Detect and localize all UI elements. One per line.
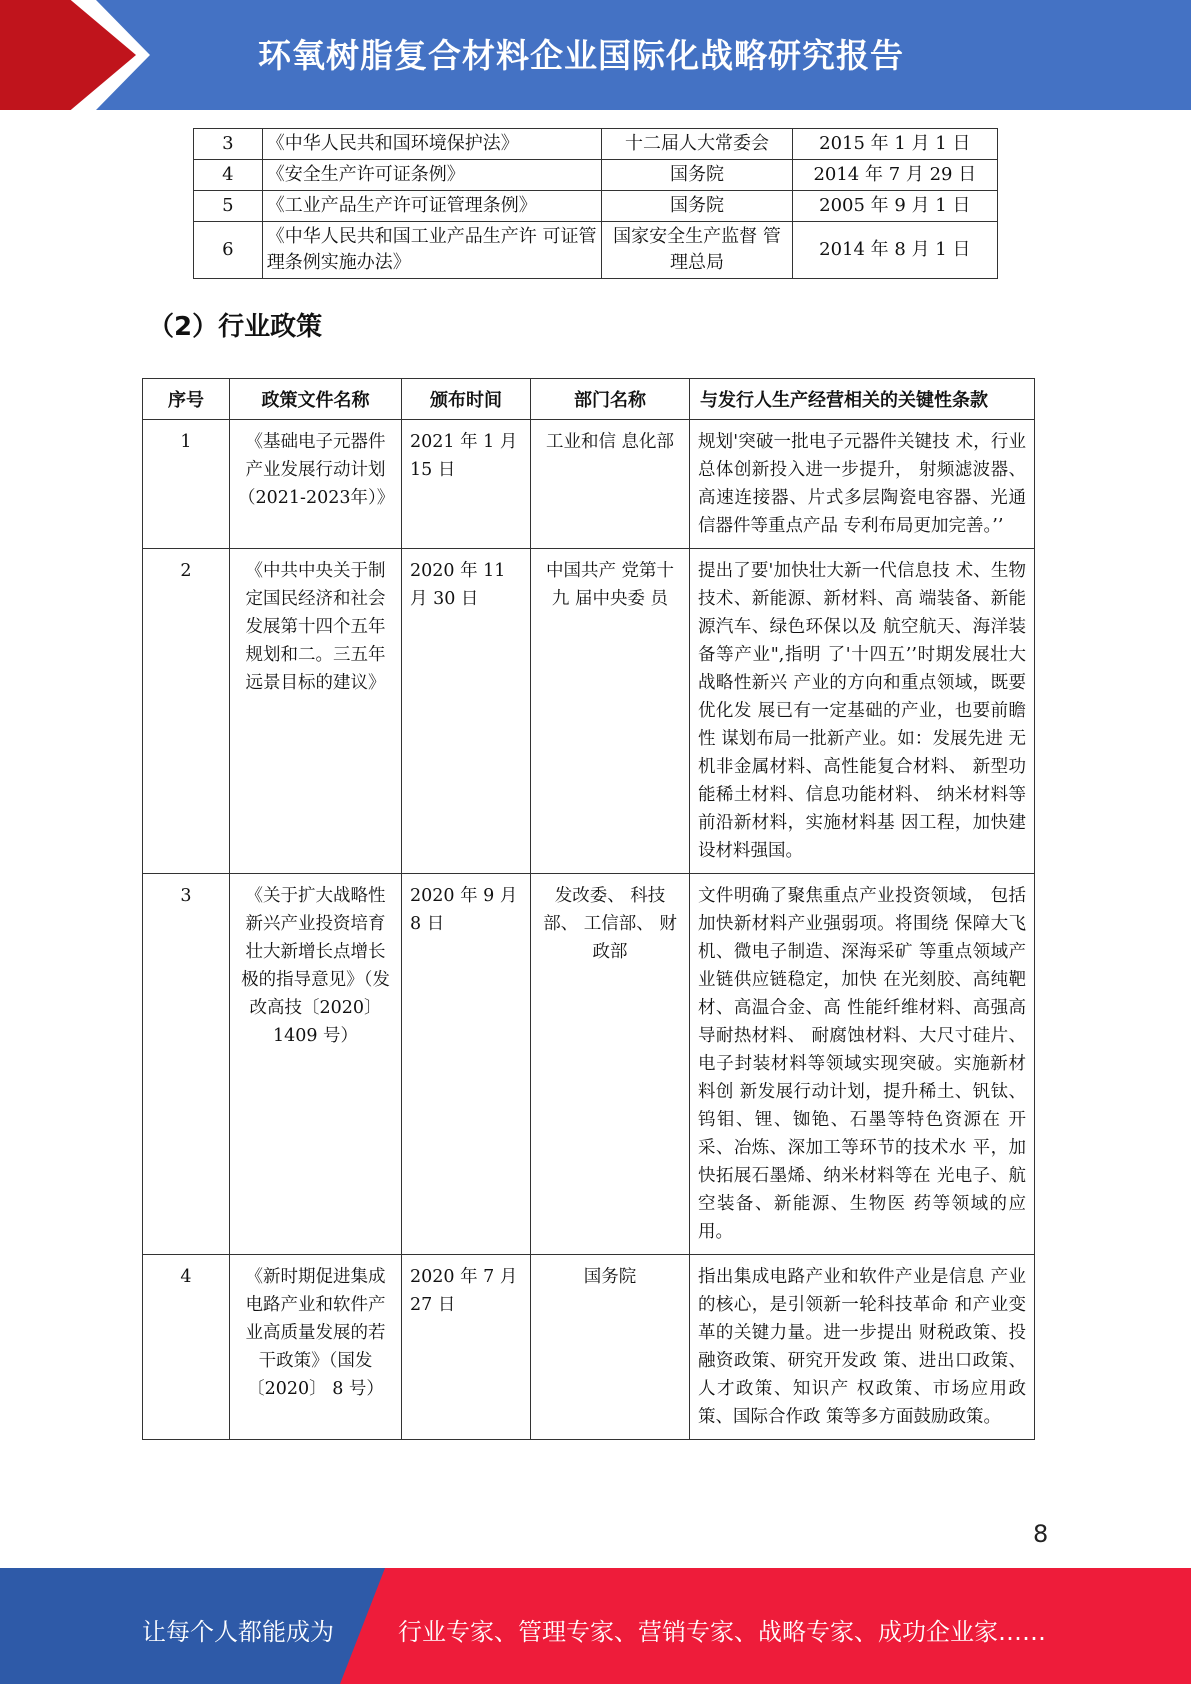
policy-date: 2021 年 1 月 15 日 xyxy=(402,420,531,549)
law-row xyxy=(194,129,998,160)
law-row xyxy=(194,222,998,279)
policy-name: 《新时期促进集成电路产业和软件产业高质量发展的若干政策》（国发〔2020〕 8 号） xyxy=(230,1255,402,1440)
policy-name: 《关于扩大战略性新兴产业投资培育壮大新增长点增长极的指导意见》（发改高技〔2020〕1409 号） xyxy=(230,874,402,1255)
policy-row xyxy=(143,874,1035,1255)
policy-no: 4 xyxy=(143,1255,230,1440)
law-dept: 十二届人大常委会 xyxy=(602,129,792,160)
page-number: 8 xyxy=(1033,1520,1049,1548)
header-no: 序号 xyxy=(143,379,230,420)
footer-slogan-left: 让每个人都能成为 xyxy=(142,1618,334,1646)
policy-no: 3 xyxy=(143,874,230,1255)
law-date: 2005 年 9 月 1 日 xyxy=(792,191,997,222)
policy-name: 《基础电子元器件产业发展行动计划（2021-2023年）》 xyxy=(230,420,402,549)
law-name: 《中华人民共和国环境保护法》 xyxy=(262,129,602,160)
header-dept: 部门名称 xyxy=(531,379,690,420)
policy-date: 2020 年 9 月 8 日 xyxy=(402,874,531,1255)
policy-table xyxy=(142,378,1035,1440)
policy-row xyxy=(143,1255,1035,1440)
page-footer xyxy=(0,1568,1191,1684)
law-date: 2014 年 7 月 29 日 xyxy=(792,160,997,191)
policy-clause: 指出集成电路产业和软件产业是信息 产业的核心，是引领新一轮科技革命 和产业变革的关键力量。进一步提出 财税政策、投融资政策、研究开发政 策、进出口政策、人才政策、知识产 权政策、市场应用政策、国际合作政 策等多方面鼓励政策。 xyxy=(690,1255,1035,1440)
law-name: 《工业产品生产许可证管理条例》 xyxy=(262,191,602,222)
header-clause: 与发行人生产经营相关的关键性条款 xyxy=(690,379,1035,420)
policy-no: 1 xyxy=(143,420,230,549)
policy-date: 2020 年 7 月 27 日 xyxy=(402,1255,531,1440)
policy-clause: 提出了要'加快壮大新一代信息技 术、生物技术、新能源、新材料、高 端装备、新能源汽车、绿色环保以及 航空航天、海洋装备等产业",指明 了'十四五’’时期发展壮大战略性新兴 产业的方向和重点领域，既要优化发 展已有一定基础的产业，也要前瞻性 谋划布局一批新产业。如：发展先进 无机非金属材料、高性能复合材料、 新型功能稀土材料、信息功能材料、 纳米材料等前沿新材料，实施材料基 因工程，加快建设材料强国。 xyxy=(690,549,1035,874)
law-row xyxy=(194,191,998,222)
header-date: 颁布时间 xyxy=(402,379,531,420)
law-dept: 国家安全生产监督 管理总局 xyxy=(602,222,792,279)
policy-clause: 文件明确了聚焦重点产业投资领域， 包括加快新材料产业强弱项。将围绕 保障大飞机、微电子制造、深海采矿 等重点领域产业链供应链稳定，加快 在光刻胶、高纯靶材、高温合金、高 性能纤维材料、高强高导耐热材料、 耐腐蚀材料、大尺寸硅片、电子封装材料等领域实现突破。实施新材料创 新发展行动计划，提升稀土、钒钛、 钨钼、锂、铷铯、石墨等特色资源在 开采、冶炼、深加工等环节的技术水 平，加快拓展石墨烯、纳米材料等在 光电子、航空装备、新能源、生物医 药等领域的应用。 xyxy=(690,874,1035,1255)
law-no: 6 xyxy=(194,222,263,279)
policy-row xyxy=(143,549,1035,874)
policy-table-header-row xyxy=(143,379,1035,420)
law-no: 3 xyxy=(194,129,263,160)
report-title: 环氧树脂复合材料企业国际化战略研究报告 xyxy=(258,36,904,75)
law-no: 5 xyxy=(194,191,263,222)
section-heading: （2）行业政策 xyxy=(148,312,323,342)
law-date: 2014 年 8 月 1 日 xyxy=(792,222,997,279)
policy-date: 2020 年 11 月 30 日 xyxy=(402,549,531,874)
law-dept: 国务院 xyxy=(602,191,792,222)
footer-slogan-right: 行业专家、管理专家、营销专家、战略专家、成功企业家…… xyxy=(398,1618,1046,1646)
policy-dept: 国务院 xyxy=(531,1255,690,1440)
page-header xyxy=(0,0,1191,110)
policy-dept: 中国共产 党第十九 届中央委 员 xyxy=(531,549,690,874)
header-name: 政策文件名称 xyxy=(230,379,402,420)
laws-table xyxy=(193,128,998,279)
law-no: 4 xyxy=(194,160,263,191)
policy-clause: 规划'突破一批电子元器件关键技 术，行业总体创新投入进一步提升， 射频滤波器、高速连接器、片式多层陶瓷电容器、光通信器件等重点产品 专利布局更加完善。’’ xyxy=(690,420,1035,549)
policy-dept: 发改委、 科技部、 工信部、 财政部 xyxy=(531,874,690,1255)
policy-no: 2 xyxy=(143,549,230,874)
law-dept: 国务院 xyxy=(602,160,792,191)
policy-name: 《中共中央关于制定国民经济和社会发展第十四个五年规划和二。三五年远景目标的建议》 xyxy=(230,549,402,874)
law-date: 2015 年 1 月 1 日 xyxy=(792,129,997,160)
policy-dept: 工业和信 息化部 xyxy=(531,420,690,549)
policy-row xyxy=(143,420,1035,549)
law-row xyxy=(194,160,998,191)
law-name: 《安全生产许可证条例》 xyxy=(262,160,602,191)
header-chevron-icon xyxy=(0,0,136,110)
law-name: 《中华人民共和国工业产品生产许 可证管理条例实施办法》 xyxy=(262,222,602,279)
